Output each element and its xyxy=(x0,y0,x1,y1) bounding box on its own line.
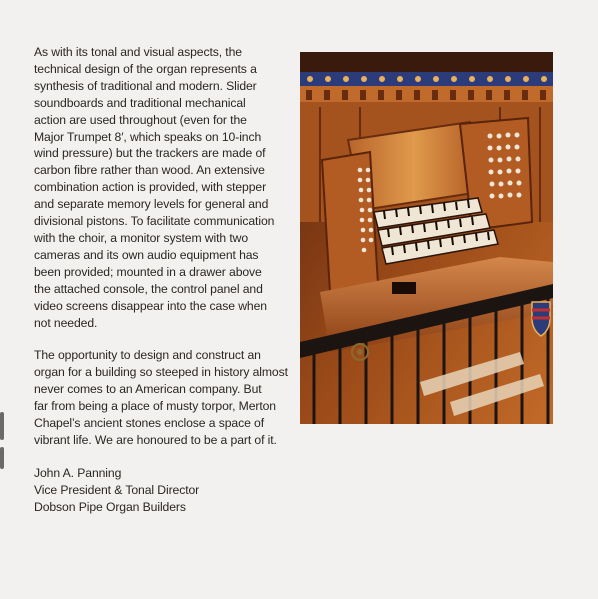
text-column xyxy=(34,44,292,516)
binding-hole-mark xyxy=(0,447,4,469)
binding-hole-mark xyxy=(0,412,4,440)
signature-title: Vice President & Tonal Director xyxy=(34,482,200,497)
signature-company: Dobson Pipe Organ Builders xyxy=(34,499,186,514)
paragraph-technical-design: As with its tonal and visual aspects, the technical design of the organ represents a synthesis of traditional and modern. Slider soundboards and traditional mechanical action are used throughout (even for the Major Trumpet 8′, which speaks on 10-inch wind pressure) but the trackers are made of carbon fibre rather than wood. An extensive combination action is provided, with stepper and separate memory levels for general and divisional pistons. To facilitate communication with the choir, a monitor system with two cameras and its own audio equipment has been provided; mounted in a drawer above the attached console, the control panel and video screens disappear into the case when not needed. xyxy=(34,45,275,330)
organ-console-photo xyxy=(300,52,553,424)
signature-block xyxy=(34,465,292,516)
paragraph-opportunity: The opportunity to design and construct an organ for a building so steeped in history almost never comes to an American company. But far from being a place of musty torpor, Merton Chapel’s ancient stones enclose a space of vibrant life. We are honoured to be a part of it. xyxy=(34,348,288,447)
signature-name: John A. Panning xyxy=(34,465,122,480)
